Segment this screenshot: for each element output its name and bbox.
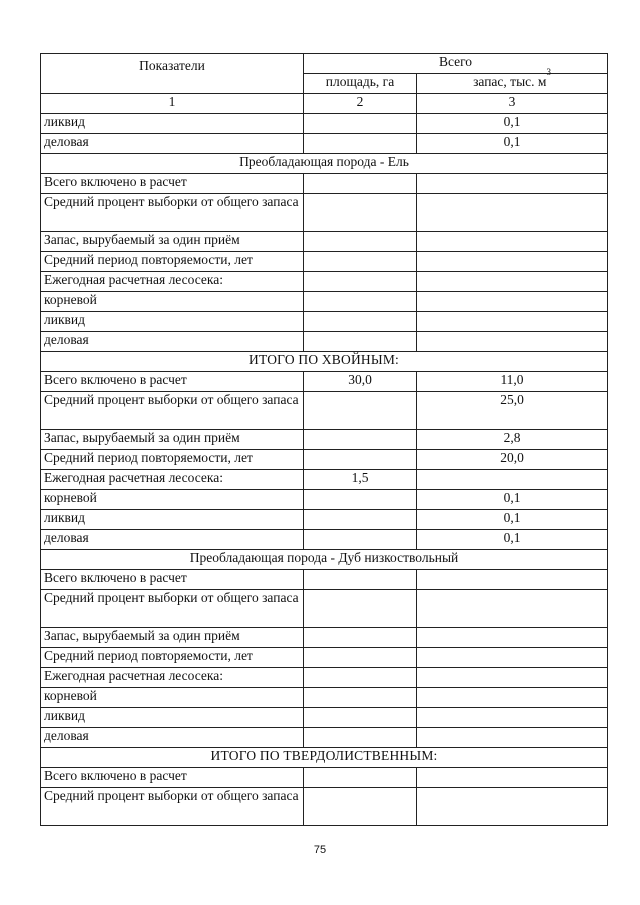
stock-value: 0,1 (417, 490, 608, 510)
total-title: ИТОГО ПО ХВОЙНЫМ: (41, 352, 608, 372)
row-label: деловая (41, 134, 304, 154)
table-row (41, 174, 608, 194)
area-value (304, 174, 417, 194)
area-value (304, 510, 417, 530)
area-value (304, 392, 417, 430)
header-stock-label: запас, тыс. м (473, 74, 547, 89)
area-value (304, 194, 417, 232)
stock-value (417, 292, 608, 312)
column-number-3: 3 (417, 94, 608, 114)
area-value (304, 530, 417, 550)
header-row-top (41, 54, 608, 74)
table-row (41, 372, 608, 392)
area-value (304, 570, 417, 590)
stock-value (417, 728, 608, 748)
row-label: Запас, вырубаемый за один приём (41, 430, 304, 450)
table-row (41, 252, 608, 272)
stock-value (417, 628, 608, 648)
row-label: корневой (41, 490, 304, 510)
area-value (304, 312, 417, 332)
table-row (41, 510, 608, 530)
header-indicators: Показатели (41, 54, 304, 94)
row-label: Всего включено в расчет (41, 768, 304, 788)
area-value (304, 768, 417, 788)
section-title: Преобладающая порода - Ель (41, 154, 608, 174)
row-label: Ежегодная расчетная лесосека: (41, 272, 304, 292)
page-number: 75 (313, 844, 327, 856)
row-label: Всего включено в расчет (41, 570, 304, 590)
row-label: ликвид (41, 114, 304, 134)
area-value (304, 430, 417, 450)
column-number-2: 2 (304, 94, 417, 114)
row-label: Всего включено в расчет (41, 174, 304, 194)
area-value (304, 648, 417, 668)
area-value (304, 590, 417, 628)
area-value (304, 134, 417, 154)
header-row-numbers (41, 94, 608, 114)
area-value (304, 788, 417, 826)
stock-value (417, 232, 608, 252)
stock-value: 20,0 (417, 450, 608, 470)
area-value (304, 708, 417, 728)
section-row (41, 154, 608, 174)
total-row (41, 748, 608, 768)
table-row (41, 530, 608, 550)
row-label: Средний процент выборки от общего запаса (41, 194, 304, 232)
stock-value (417, 570, 608, 590)
area-value: 1,5 (304, 470, 417, 490)
area-value (304, 272, 417, 292)
row-label: Средний процент выборки от общего запаса (41, 788, 304, 826)
stock-value (417, 708, 608, 728)
stock-value (417, 272, 608, 292)
stock-value (417, 590, 608, 628)
table-body (41, 54, 608, 826)
stock-value: 0,1 (417, 114, 608, 134)
stock-value (417, 332, 608, 352)
table-row (41, 490, 608, 510)
area-value (304, 628, 417, 648)
stock-value: 0,1 (417, 530, 608, 550)
area-value (304, 728, 417, 748)
table-row (41, 194, 608, 232)
row-label: ликвид (41, 708, 304, 728)
row-label: Запас, вырубаемый за один приём (41, 628, 304, 648)
area-value (304, 232, 417, 252)
row-label: деловая (41, 332, 304, 352)
stock-value: 25,0 (417, 392, 608, 430)
table-row (41, 688, 608, 708)
table-row (41, 648, 608, 668)
table-row (41, 312, 608, 332)
stock-value (417, 174, 608, 194)
area-value (304, 688, 417, 708)
stock-value: 0,1 (417, 510, 608, 530)
table-row (41, 628, 608, 648)
table-row (41, 430, 608, 450)
stock-value (417, 648, 608, 668)
table-row (41, 668, 608, 688)
row-label: деловая (41, 728, 304, 748)
column-number-1: 1 (41, 94, 304, 114)
row-label: деловая (41, 530, 304, 550)
area-value (304, 490, 417, 510)
stock-value (417, 688, 608, 708)
section-row (41, 550, 608, 570)
table-row (41, 392, 608, 430)
table-row (41, 114, 608, 134)
stock-value (417, 252, 608, 272)
stock-value: 0,1 (417, 134, 608, 154)
stock-value (417, 768, 608, 788)
area-value (304, 114, 417, 134)
section-title: Преобладающая порода - Дуб низкоствольный (41, 550, 608, 570)
table-row (41, 272, 608, 292)
row-label: Запас, вырубаемый за один приём (41, 232, 304, 252)
row-label: ликвид (41, 312, 304, 332)
total-row (41, 352, 608, 372)
row-label: Ежегодная расчетная лесосека: (41, 470, 304, 490)
header-stock-sup: 3 (546, 67, 551, 77)
area-value (304, 668, 417, 688)
table-row (41, 570, 608, 590)
stock-value (417, 194, 608, 232)
forest-calculation-table (40, 53, 608, 826)
total-title: ИТОГО ПО ТВЕРДОЛИСТВЕННЫМ: (41, 748, 608, 768)
header-total: Всего (304, 54, 608, 74)
table-row (41, 450, 608, 470)
area-value: 30,0 (304, 372, 417, 392)
stock-value (417, 312, 608, 332)
stock-value (417, 470, 608, 490)
row-label: Ежегодная расчетная лесосека: (41, 668, 304, 688)
header-stock (417, 67, 608, 94)
area-value (304, 332, 417, 352)
row-label: корневой (41, 292, 304, 312)
table-row (41, 470, 608, 490)
stock-value (417, 668, 608, 688)
table-row (41, 232, 608, 252)
stock-value: 11,0 (417, 372, 608, 392)
table-row (41, 292, 608, 312)
area-value (304, 292, 417, 312)
row-label: Всего включено в расчет (41, 372, 304, 392)
row-label: корневой (41, 688, 304, 708)
area-value (304, 450, 417, 470)
row-label: Средний период повторяемости, лет (41, 450, 304, 470)
table-row (41, 788, 608, 826)
stock-value (417, 788, 608, 826)
row-label: Средний процент выборки от общего запаса (41, 392, 304, 430)
table-row (41, 332, 608, 352)
table-row (41, 134, 608, 154)
row-label: Средний процент выборки от общего запаса (41, 590, 304, 628)
stock-value: 2,8 (417, 430, 608, 450)
header-area: площадь, га (304, 74, 417, 94)
row-label: Средний период повторяемости, лет (41, 252, 304, 272)
table-row (41, 590, 608, 628)
table-row (41, 768, 608, 788)
row-label: ликвид (41, 510, 304, 530)
table-row (41, 728, 608, 748)
table-row (41, 708, 608, 728)
row-label: Средний период повторяемости, лет (41, 648, 304, 668)
area-value (304, 252, 417, 272)
